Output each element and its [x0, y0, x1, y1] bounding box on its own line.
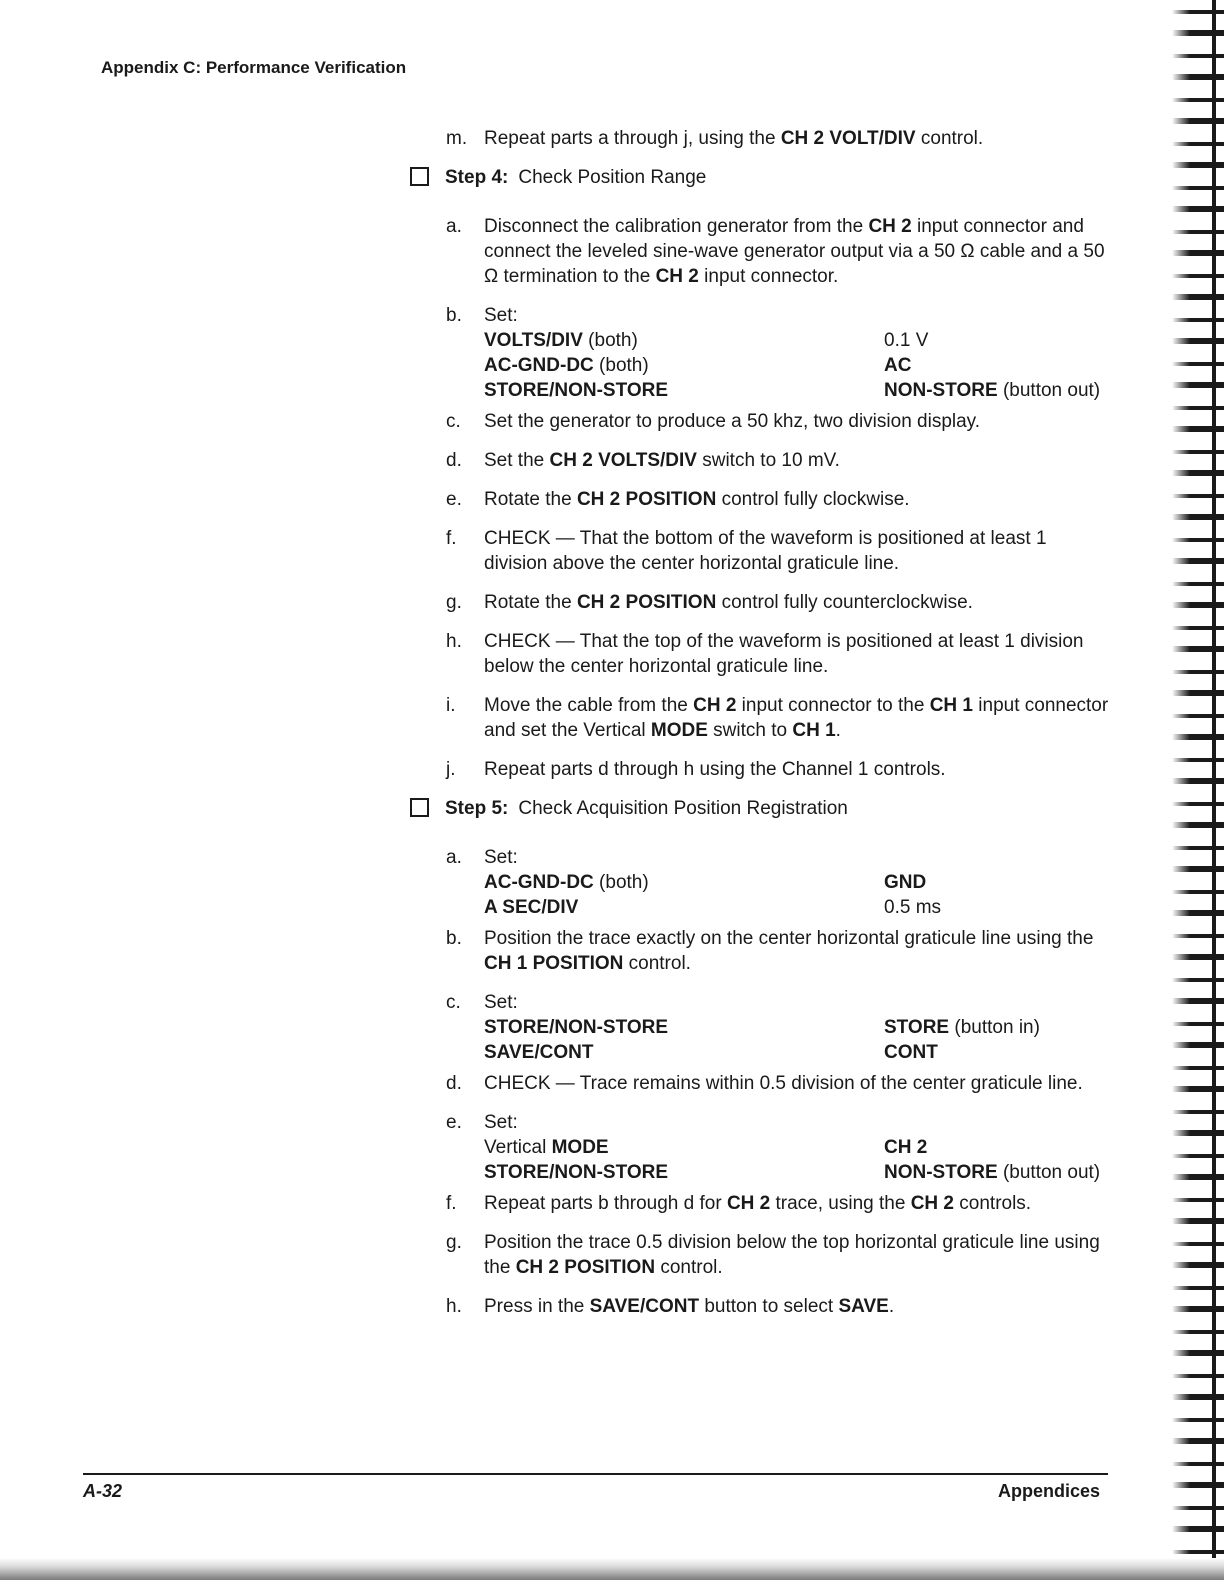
setting-control-segment: STORE/NON-STORE	[484, 1017, 669, 1038]
setting-control	[484, 1040, 884, 1065]
item-text-segment: CH 1 POSITION	[484, 953, 624, 974]
step-4-item	[410, 409, 1110, 434]
item-text-segment: CH 2 VOLTS/DIV	[549, 450, 697, 471]
step-4-item	[410, 214, 1110, 289]
set-intro: Set:	[484, 992, 518, 1013]
item-text	[484, 214, 1110, 289]
item-text	[484, 409, 1110, 434]
item-text-segment: CH 2 POSITION	[576, 592, 717, 613]
item-text	[484, 487, 1110, 512]
item-text-segment: input connector to the	[736, 695, 930, 716]
item-text-segment: Set the	[484, 450, 550, 471]
step-5-item	[410, 845, 1110, 920]
setting-value-segment: 0.5 ms	[884, 897, 942, 918]
item-text-segment: Set the generator to produce a 50 khz, two division display.	[484, 411, 981, 432]
setting-value	[884, 1160, 1104, 1185]
setting-value-segment: (button out)	[997, 1162, 1101, 1183]
item-text-segment: control fully counterclockwise.	[716, 592, 973, 613]
item-text-segment: CH 2 POSITION	[515, 1257, 656, 1278]
setting-value	[884, 378, 1104, 403]
item-text-segment: Rotate the	[484, 592, 577, 613]
item-text-segment: .	[835, 720, 841, 741]
item-label: b.	[446, 305, 462, 326]
item-text-segment: CHECK — That the top of the waveform is positioned at least 1 division below the center horizontal graticule line.	[484, 631, 1084, 677]
item-text-segment: trace, using the	[770, 1193, 911, 1214]
item-text-segment: CH 2	[868, 216, 912, 237]
setting-control-segment: A SEC/DIV	[484, 897, 579, 918]
item-text-segment: Repeat parts d through h using the Channel 1 controls.	[484, 759, 946, 780]
setting-control-segment: Vertical	[484, 1137, 552, 1158]
item-text	[484, 926, 1110, 976]
setting-control	[484, 870, 884, 895]
step-5-item	[410, 1110, 1110, 1185]
item-label: i.	[446, 695, 456, 716]
setting-control-segment: SAVE/CONT	[484, 1042, 594, 1063]
item-text	[484, 448, 1110, 473]
setting-control-segment: STORE/NON-STORE	[484, 1162, 669, 1183]
item-text-segment: control fully clockwise.	[716, 489, 910, 510]
item-text-segment: CH 2	[726, 1193, 771, 1214]
step-5-item	[410, 1071, 1110, 1096]
footer-section-name: Appendices	[997, 1481, 1100, 1501]
item-text-segment: MODE	[650, 720, 708, 741]
setting-value-segment: CH 2	[884, 1137, 928, 1158]
item-text-segment: CHECK — Trace remains within 0.5 division of the center graticule line.	[484, 1073, 1083, 1094]
step-3-item	[410, 126, 1110, 151]
step-5-item	[410, 926, 1110, 976]
item-text-segment: input connector.	[698, 266, 839, 287]
step-5-title: Step 5:	[445, 798, 509, 819]
item-label: b.	[446, 928, 462, 949]
item-text-segment: Move the cable from the	[484, 695, 694, 716]
item-label: g.	[446, 1232, 462, 1253]
step-5-heading	[410, 796, 1110, 821]
item-text	[484, 1071, 1110, 1096]
step-5-name: Check Acquisition Position Registration	[518, 798, 848, 819]
setting-value	[884, 328, 1104, 353]
item-text-segment: switch to	[707, 720, 793, 741]
item-text-segment: CH 2 POSITION	[576, 489, 717, 510]
setting-value	[884, 353, 1104, 378]
item-text-segment: control.	[623, 953, 691, 974]
item-text-segment: .	[888, 1296, 895, 1317]
setting-value-segment: (button in)	[949, 1017, 1040, 1038]
setting-control	[484, 378, 884, 403]
step-5-checkbox-icon[interactable]	[410, 798, 429, 817]
spiral-binding-edge	[1172, 0, 1224, 1560]
setting-control	[484, 1160, 884, 1185]
item-label: j.	[446, 759, 456, 780]
setting-value-segment: (button out)	[997, 380, 1101, 401]
setting-control-segment: STORE/NON-STORE	[484, 380, 669, 401]
step-4-name: Check Position Range	[518, 167, 707, 188]
item-text-segment: Press in the	[484, 1296, 590, 1317]
item-text-segment: CH 2	[693, 695, 737, 716]
running-head: Appendix C: Performance Verification	[101, 58, 407, 77]
setting-value	[884, 870, 1104, 895]
item-text-segment: SAVE	[838, 1296, 889, 1317]
setting-value-segment: CONT	[884, 1042, 938, 1063]
item-label: h.	[446, 631, 462, 652]
setting-control-segment: (both)	[582, 330, 638, 351]
scan-bottom-edge	[0, 1558, 1224, 1580]
setting-value-segment: NON-STORE	[884, 1162, 998, 1183]
set-intro: Set:	[484, 1112, 518, 1133]
item-text	[484, 1191, 1110, 1216]
item-text	[484, 526, 1110, 576]
set-intro: Set:	[484, 305, 518, 326]
step-4-title: Step 4:	[445, 167, 509, 188]
setting-control-segment: VOLTS/DIV	[484, 330, 583, 351]
step-4-item	[410, 487, 1110, 512]
step-5-item	[410, 1294, 1110, 1319]
item-text-segment: control.	[655, 1257, 723, 1278]
setting-value-segment: 0.1 V	[884, 330, 929, 351]
settings-table	[484, 1135, 1110, 1185]
setting-value-segment: STORE	[884, 1017, 950, 1038]
item-text-segment: CH 2 VOLT/DIV	[780, 128, 916, 149]
item-text-segment: switch to 10 mV.	[696, 450, 840, 471]
setting-control	[484, 353, 884, 378]
item-text-segment: CH 1	[792, 720, 836, 741]
item-text-segment: button to select	[699, 1296, 839, 1317]
item-label: e.	[446, 1112, 462, 1133]
setting-control	[484, 895, 884, 920]
setting-control-segment: AC-GND-DC	[484, 355, 594, 376]
items-top	[410, 126, 1110, 151]
item-text-segment: Repeat parts b through d for	[484, 1193, 727, 1214]
item-label: c.	[446, 992, 461, 1013]
step-4-item	[410, 526, 1110, 576]
settings-table	[484, 1015, 1110, 1065]
item-text-segment: Position the trace 0.5 division below the top horizontal graticule line using the	[484, 1232, 1100, 1278]
item-text-segment: CH 2	[910, 1193, 954, 1214]
setting-control	[484, 1015, 884, 1040]
setting-value	[884, 1040, 1104, 1065]
set-intro: Set:	[484, 847, 518, 868]
item-label: m.	[446, 128, 468, 149]
step-4-checkbox-icon[interactable]	[410, 167, 429, 186]
item-text-segment: Position the trace exactly on the center horizontal graticule line using the	[484, 928, 1094, 949]
settings-table	[484, 328, 1110, 403]
step-4-item	[410, 303, 1110, 403]
step-4-item	[410, 693, 1110, 743]
item-text	[484, 126, 1110, 151]
setting-value	[884, 1015, 1104, 1040]
item-text-segment: CH 1	[929, 695, 973, 716]
step-4-item	[410, 629, 1110, 679]
step-5-item	[410, 1191, 1110, 1216]
step-5-item	[410, 990, 1110, 1065]
item-label: f.	[446, 528, 457, 549]
item-text	[484, 1230, 1110, 1280]
item-label: g.	[446, 592, 462, 613]
step-4-item	[410, 590, 1110, 615]
item-label: d.	[446, 1073, 462, 1094]
item-text	[484, 590, 1110, 615]
item-label: a.	[446, 847, 462, 868]
setting-control-segment: (both)	[593, 355, 649, 376]
item-text-segment: input connector and connect the leveled sine-wave generator output via a 50 Ω cable and a 50 Ω termination to the	[484, 216, 1105, 287]
item-text-segment: Rotate the	[484, 489, 577, 510]
item-text	[484, 1294, 1110, 1319]
setting-value-segment: NON-STORE	[884, 380, 998, 401]
setting-control-segment: AC-GND-DC	[484, 872, 594, 893]
setting-value-segment: GND	[884, 872, 927, 893]
step-4-item	[410, 757, 1110, 782]
footer-rule	[83, 1473, 1108, 1475]
settings-table	[484, 870, 1110, 920]
item-text-segment: CH 2	[655, 266, 699, 287]
item-text	[484, 629, 1110, 679]
item-label: e.	[446, 489, 462, 510]
item-text-segment: Disconnect the calibration generator from the	[484, 216, 869, 237]
page-number: A-32	[83, 1481, 123, 1501]
item-label: d.	[446, 450, 462, 471]
setting-value	[884, 1135, 1104, 1160]
setting-control	[484, 328, 884, 353]
item-text	[484, 757, 1110, 782]
setting-control	[484, 1135, 884, 1160]
procedure-content	[410, 126, 1110, 1333]
step-5-items	[410, 845, 1110, 1319]
item-text-segment: controls.	[954, 1193, 1032, 1214]
setting-control-segment: MODE	[551, 1137, 609, 1158]
step-4-item	[410, 448, 1110, 473]
item-text-segment: SAVE/CONT	[589, 1296, 700, 1317]
step-4-items	[410, 214, 1110, 782]
item-label: f.	[446, 1193, 457, 1214]
setting-value-segment: AC	[884, 355, 912, 376]
step-5-item	[410, 1230, 1110, 1280]
setting-value	[884, 895, 1104, 920]
item-text-segment: control.	[915, 128, 984, 149]
item-label: c.	[446, 411, 461, 432]
item-text	[484, 693, 1110, 743]
item-label: h.	[446, 1296, 462, 1317]
item-label: a.	[446, 216, 462, 237]
item-text-segment: Repeat parts a through j, using the	[484, 128, 781, 149]
step-4-heading	[410, 165, 1110, 190]
item-text-segment: CHECK — That the bottom of the waveform is positioned at least 1 division above the center horizontal graticule line.	[484, 528, 1047, 574]
setting-control-segment: (both)	[593, 872, 649, 893]
item-text-segment: input connector and set the Vertical	[484, 695, 1109, 741]
